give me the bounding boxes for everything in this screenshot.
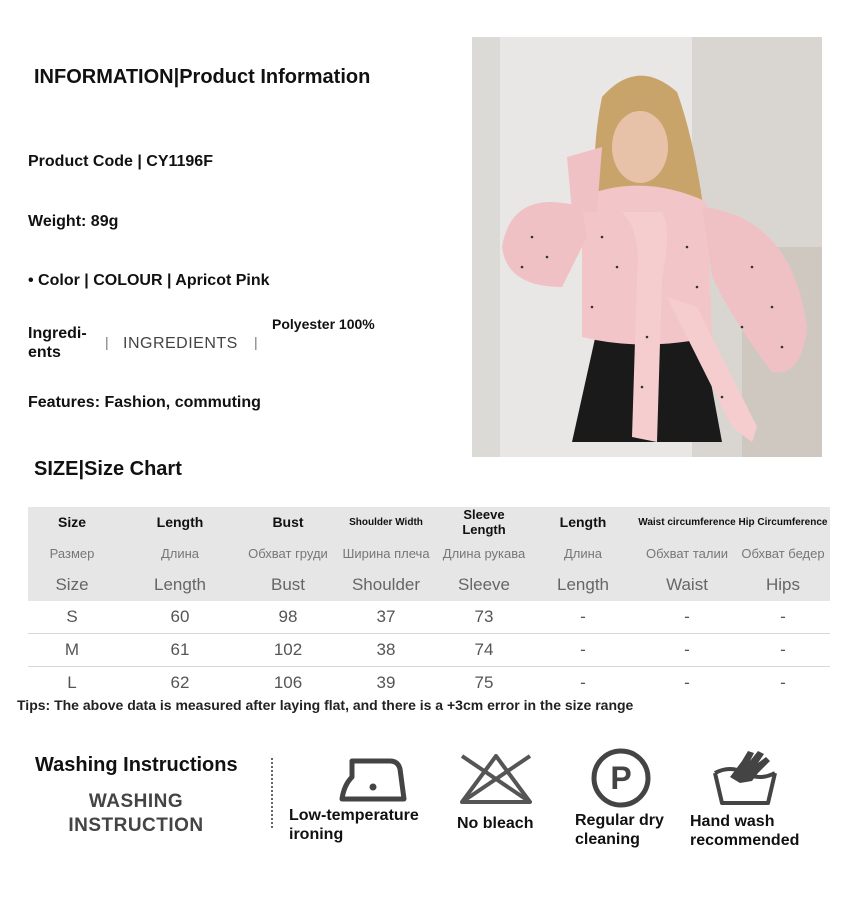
ingredients-label: Ingredi- ents <box>28 325 87 361</box>
table-cell: M <box>28 634 116 667</box>
product-photo <box>472 37 822 457</box>
header-cell-short: Shoulder <box>332 569 440 601</box>
table-cell: L <box>67 673 77 692</box>
iron-icon <box>338 755 408 805</box>
size-chart-table <box>28 507 830 699</box>
header-cell-short: Waist <box>638 569 736 601</box>
wash-label: No bleach <box>457 815 534 832</box>
header-cell: Size <box>28 507 116 537</box>
wash-label: Regular dry cleaning <box>575 812 664 848</box>
header-cell-ru: Ширина плеча <box>332 537 440 569</box>
wash-label: Hand wash recommended <box>690 813 800 849</box>
header-cell-ru: Длина <box>528 537 638 569</box>
header-cell: Bust <box>244 507 332 537</box>
table-cell: - <box>580 673 586 692</box>
table-cell: 60 <box>116 601 244 634</box>
table-cell: 102 <box>244 634 332 667</box>
header-cell: Length <box>528 507 638 537</box>
table-cell: 38 <box>332 634 440 667</box>
table-cell: 37 <box>332 601 440 634</box>
weight: Weight: 89g <box>28 213 119 230</box>
header-cell-short: Sleeve <box>440 569 528 601</box>
ingredients-separator: | <box>105 334 109 350</box>
header-cell-ru: Длина рукава <box>440 537 528 569</box>
table-cell: - <box>780 673 786 692</box>
header-cell-short: Length <box>528 569 638 601</box>
ingredients-separator-2: | <box>254 334 258 350</box>
features: Features: Fashion, commuting <box>28 394 261 411</box>
table-cell: 74 <box>440 634 528 667</box>
table-cell: 39 <box>376 673 396 692</box>
dry-clean-symbol: P <box>610 760 632 796</box>
ingredients-en: INGREDIENTS <box>123 335 238 352</box>
hand-wash-icon <box>712 747 778 807</box>
header-row-ru <box>28 537 830 569</box>
table-cell: - <box>528 601 638 634</box>
header-cell-short: Hips <box>736 569 830 601</box>
table-cell: - <box>736 601 830 634</box>
product-code: Product Code | CY1196F <box>28 153 213 170</box>
header-cell: Length <box>116 507 244 537</box>
table-cell: 61 <box>116 634 244 667</box>
table-cell: 62 <box>170 673 190 692</box>
header-cell-ru: Размер <box>28 537 116 569</box>
header-cell-ru: Обхват груди <box>244 537 332 569</box>
no-bleach-icon <box>458 752 534 806</box>
header-cell: Sleeve Length <box>440 507 528 537</box>
table-cell: 73 <box>440 601 528 634</box>
header-row-en <box>28 507 830 537</box>
table-cell: 106 <box>273 673 303 692</box>
header-cell-short: Length <box>116 569 244 601</box>
header-cell: Shoulder Width <box>332 507 440 537</box>
table-cell: - <box>736 634 830 667</box>
header-cell-short: Size <box>28 569 116 601</box>
color: • Color | COLOUR | Apricot Pink <box>28 272 270 289</box>
header-cell: Hip Circumference <box>736 507 830 537</box>
header-row-short <box>28 569 830 601</box>
size-chart-title: SIZE|Size Chart <box>34 458 182 480</box>
washing-title: Washing Instructions <box>35 754 238 776</box>
header-cell-ru: Обхват талии <box>638 537 736 569</box>
wash-label: Low-temperature ironing <box>289 807 419 843</box>
dry-clean-p-icon <box>590 747 652 809</box>
table-row <box>28 601 830 634</box>
table-cell: - <box>684 673 690 692</box>
header-cell-ru: Длина <box>116 537 244 569</box>
table-row <box>28 634 830 667</box>
dotted-divider <box>271 758 273 828</box>
table-row <box>28 667 830 700</box>
header-cell-short: Bust <box>244 569 332 601</box>
header-cell: Waist circumference <box>638 507 736 537</box>
table-cell: 75 <box>474 673 494 692</box>
table-cell: S <box>28 601 116 634</box>
washing-subtitle: WASHING INSTRUCTION <box>68 791 204 836</box>
info-title: INFORMATION|Product Information <box>34 66 371 88</box>
table-cell: - <box>638 601 736 634</box>
table-cell: - <box>528 634 638 667</box>
size-tips: Tips: The above data is measured after laying flat, and there is a +3cm error in the size range <box>17 697 634 713</box>
header-cell-ru: Обхват бедер <box>736 537 830 569</box>
ingredients-value: Polyester 100% <box>272 316 375 332</box>
table-cell: - <box>638 634 736 667</box>
table-cell: 98 <box>244 601 332 634</box>
